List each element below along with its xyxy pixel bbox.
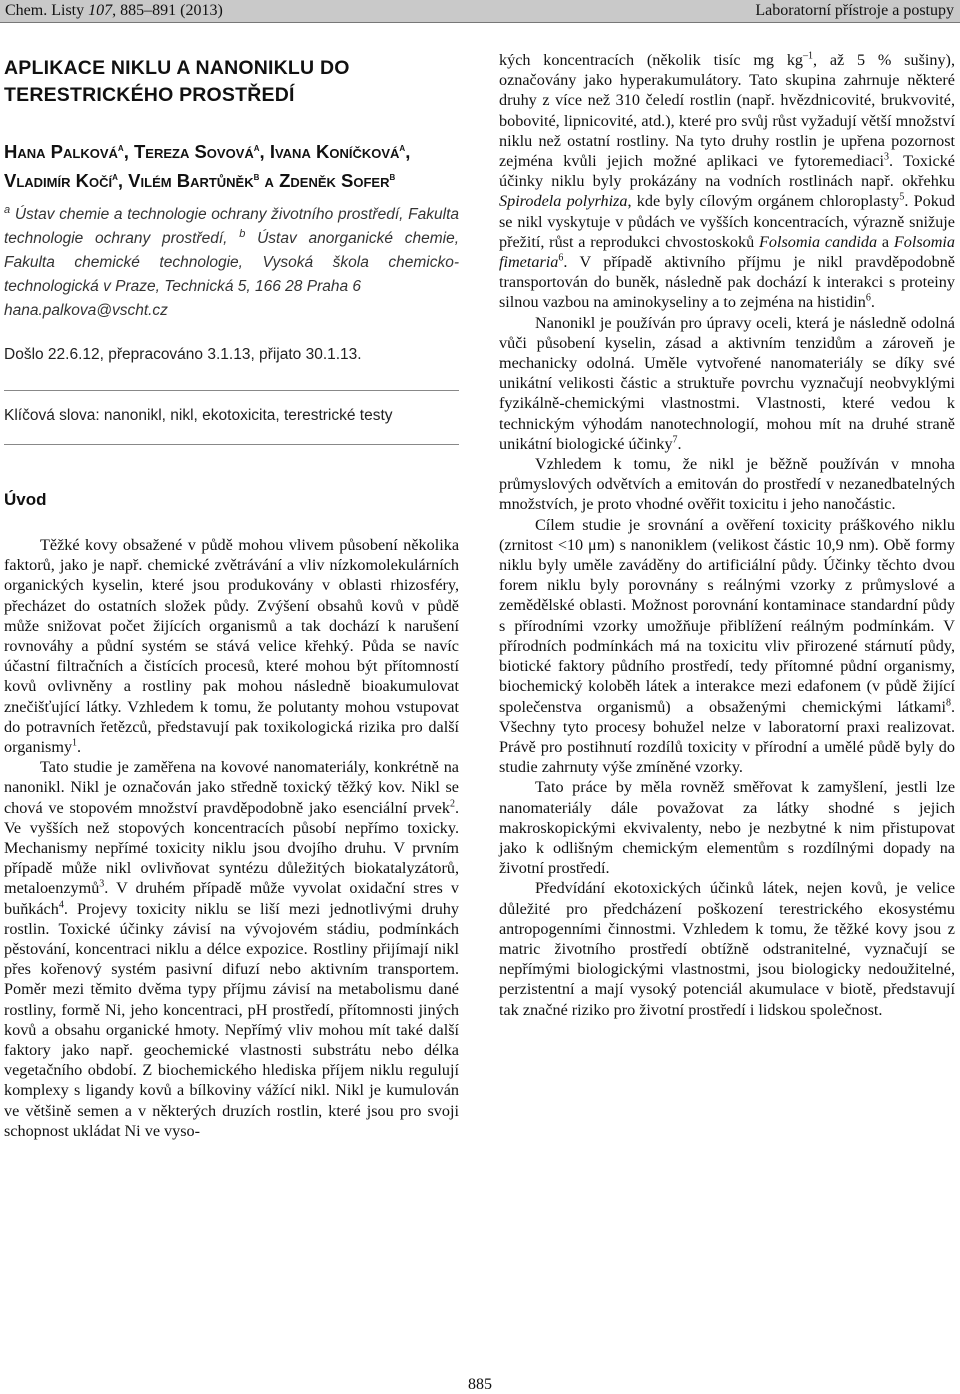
paragraph-text: a (877, 232, 894, 251)
paragraph-text: . Pokud se nikl vyskytuje v půdách ve vyšších koncentracích, výrazně snižuje přežití, růst a reprodukci chvostoskoků (499, 192, 955, 251)
paragraph-text: Cílem studie je srovnání a ověření toxicity práškového niklu (zrnitost <10 μm) s nanoniklem (velikost částic 10,9 nm). Obě formy niklu byly uměle zaváděny do artificiální půdy. Účinky těchto dvou forem niklu byly porovnány s reálnými vzorky z průmyslové a zemědělské oblasti. Možnost porovnání kontaminace standardní půdy s přírodními vzorky umožňuje přiblížení reálným podmínkám. V přírodních podmínkách má na toxicitu vliv přirozené stárnutí půdy, biotické faktory půdního prostředí, tedy přítomné půdní organismy, biochemický koloběh látek a interakce mezi edafonem (v půdě žijící společenstva organismů) a obsaženými chemickými látkami (499, 515, 955, 716)
author-name: Vladimír Kočí (4, 170, 113, 191)
separator: , (405, 141, 411, 162)
author-name: Vilém Bartůněk (128, 170, 254, 191)
body-paragraph (499, 50, 955, 313)
reference-mark: 6 (865, 293, 871, 305)
article-title: APLIKACE NIKLU A NANONIKLU DO TERESTRICKÉHO PROSTŘEDÍ (4, 57, 350, 106)
paragraph-text: Nanonikl je používán pro úpravy oceli, která je následně odolná vůči působení kyselin, zásad a aktivním tenzidům a zároveň je mechanicky odolná. Uměle vytvořené nanomateriály se díky své unikátní velikosti částic a struktuře povrchu vyznačují neobvyklými fyzikálně-chemickými vlastnostmi. Vlastnosti, které vedou k technickým výhodám nanotechnologií, mohou mít na druhé straně unikátní biologické účinky (499, 313, 955, 453)
body-paragraph: Předvídání ekotoxických účinků látek, nejen kovů, je velice důležité pro předcházení poškození terestrického ekosystému antropogenními činnostmi. Vzhledem k tomu, že těžké kovy jsou z matric životního prostředí obtížně odstranitelné, vyznačují se nepřímými biologickými vlastnostmi, jsou biologicky nedoužitelné, perzistentní a mají vysoký potenciál akumulace v biotě, představují tak značné riziko pro životní prostředí i lidskou společnost. (499, 879, 955, 1019)
journal-pages: , 885–891 (2013) (112, 2, 223, 19)
divider (4, 444, 459, 445)
separator: , (123, 141, 134, 162)
reference-mark: 6 (558, 252, 564, 264)
affiliation-mark: b (253, 170, 260, 183)
affiliation-mark: b (389, 170, 396, 183)
paragraph-text: . V případě aktivního příjmu je nikl pravděpodobně transportován do buněk, následně pak dochází k interakci s proteiny silnou vazbou na aminokyseliny a to zejména na histidin (499, 253, 955, 312)
received-dates: Došlo 22.6.12, přepracováno 3.1.13, přijato 30.1.13. (4, 346, 362, 363)
paragraph-text: . (870, 293, 875, 312)
right-column (499, 50, 955, 1020)
author-name: Ivana Koníčková (269, 141, 400, 162)
journal-name: Chem. Listy (5, 2, 89, 19)
affiliation (4, 203, 459, 299)
reference-mark: 1 (72, 737, 78, 749)
paragraph-text: . Všechny tyto procesy bohužel nelze v laboratorní praxi realizovat. Právě pro postihnutí rozdílů toxicity v přírodní a umělé půdě byly do studie zahrnuty výše zmíněné vzorky. (499, 697, 955, 777)
species-name: Spirodela polyrhiza (499, 192, 628, 211)
author-list (4, 137, 459, 195)
body-paragraph (4, 757, 459, 1141)
paragraph-text: , až 5 % sušiny), označovány jako hyperakumulátory. Tato skupina zahrnuje některé druhy z více než 310 čeledí rostlin (např. hvězdnicovité, brukvovité, bobovité, lipnicovité, atd.), které pro svůj růst vyžadují větší množství niklu než ostatní rostliny. Na tyto druhy rostlin je upřena pozornost zejména kvůli jejich možné aplikaci ve fytoremediaci (499, 51, 955, 171)
affiliation-mark: a (399, 141, 406, 154)
reference-mark: 3 (99, 879, 105, 891)
paragraph-text: . Projevy toxicity niklu se liší mezi jednotlivými druhy rostlin. Toxické účinky závisí na vývojovém stádiu, podmínkách pěstování, koncentraci niklu a délce expozice. Rostliny přijímají nikl přes kořenový systém pasivní difuzí nebo aktivním transportem. Poměr mezi těmito dvěma typy příjmu závisí na metabolismu dané rostliny, formě Ni, jeho koncentraci, pH prostředí, přítomnosti jiných kovů a obsahu organické hmoty. Nepřímý vliv mohou mít také další faktory jako např. geochemické vlastnosti substrátu nebo délka vegetačního období. Z biochemického hlediska příjem niklu regulují komplexy s ligandy kovů a bílkoviny vážící nikl. Nikl je kumulován ve většině semen a v některých druzích rostlin, které jsou pro svoji schopnost ukládat Ni ve vyso- (4, 899, 459, 1140)
affiliation-mark: a (4, 203, 11, 216)
affiliation-mark: a (112, 170, 118, 183)
section-heading: Úvod (4, 490, 47, 509)
reference-mark: 3 (883, 151, 889, 163)
left-column (4, 50, 459, 1141)
page-number: 885 (468, 1376, 492, 1393)
separator: a (259, 170, 280, 191)
journal-section: Laboratorní přístroje a postupy (755, 2, 954, 19)
reference-mark: 2 (449, 798, 455, 810)
paragraph-text: . V druhém případě může vyvolat oxidační stres v buňkách (4, 879, 459, 918)
unit-exponent: –1 (803, 50, 814, 62)
author-name: Tereza Sovová (133, 141, 254, 162)
affiliation-mark: a (117, 141, 124, 154)
paragraph-text: Tato studie je zaměřena na kovové nanomateriály, konkrétně na nanonikl. Nikl je označován jako středně toxický těžký kov. Nikl se chová ve stopovém množství pravděpodobně jako esenciální prvek (4, 758, 459, 817)
species-name: Folsomia candida (758, 232, 878, 251)
author-name: Hana Palková (4, 141, 118, 162)
paragraph-text: kých koncentracích (několik tisíc mg kg (499, 51, 804, 69)
body-paragraph: Vzhledem k tomu, že nikl je běžně používán v mnoha průmyslových odvětvích a emitován do prostředí v nezanedbatelných množstvích, je proto vhodné ověřit toxicitu i jeho nanočástic. (499, 455, 955, 514)
reference-mark: 8 (945, 697, 951, 709)
divider (4, 390, 459, 391)
body-paragraph: Těžké kovy obsažené v půdě mohou vlivem působení několika faktorů, jako je např. chemické zvětrávání a vliv nízkomolekulárních organických kyselin, které jsou produkovány v oblasti rhizosféry, přecházet do ostatních složek půdy. Zvýšení obsahů kovů v půdě může snižovat počet žijících organismů a tak dochází k narušení rovnováhy a půdní systém se stává velice křehký. Půda se navíc účastní filtračních a čistících procesů, které mohou být přítomností kovů ovlivněny a rostliny pak mohou následně bioakumulovat znečišťující látky. Vzhledem k tomu, že polutanty mohou vstupovat do potravních řetězců, představují pak toxikologická rizika pro další organismy$^1$. (4, 536, 459, 757)
reference-mark: 5 (899, 192, 905, 204)
paragraph-text: , kde byly cílovým orgánem chloroplasty (627, 192, 900, 211)
body-paragraph: Tato práce by měla rovněž směřovat k zamyšlení, jestli lze nanomateriály dále považovat za látky shodné s jejich makroskopickými ekvivalenty, nebo je nezbytné k nim přistupovat jako k odlišným chemickým elementům s rozdílnými dopady na životní prostředí. (499, 778, 955, 878)
separator: , (117, 170, 129, 191)
affiliation-text: Ústav chemie a technologie ochrany životního prostředí, Fakulta technologie ochrany prostředí, (4, 206, 459, 247)
separator: , (259, 141, 270, 162)
reference-mark: 7 (672, 434, 678, 446)
paragraph-text: . Ve vyšších než stopových koncentracích působí nepřímo toxicky. Mechanismy nepřímé toxicity niklu jsou dvojího druhu. V prvním případě může nikl ovlivňovat syntézu důležitých biokatalyzátorů, metaloenzymů (4, 798, 459, 898)
body-paragraph (499, 515, 955, 778)
author-name: Zdeněk Sofer (279, 170, 390, 191)
body-paragraph (499, 313, 955, 454)
keywords: Klíčová slova: nanonikl, nikl, ekotoxicita, terestrické testy (4, 407, 393, 424)
journal-volume: 107 (88, 2, 113, 19)
species-name: Folsomia fimetaria (499, 232, 956, 272)
reference-mark: 4 (58, 899, 64, 911)
contact-email[interactable]: hana.palkova@vscht.cz (4, 302, 168, 319)
affiliation-text: Ústav anorganické chemie, Fakulta chemické technologie, Vysoká škola chemicko-technologická v Praze, Technická 5, 166 28 Praha 6 (4, 230, 459, 295)
paragraph-text: . Toxické účinky niklu byly prokázány na vodních rostlinách např. okřehku (499, 152, 955, 191)
paragraph-text: Těžké kovy obsažené v půdě mohou vlivem působení několika faktorů, jako je např. chemické zvětrávání a vliv nízkomolekulárních organických kyselin, které jsou produkovány v oblasti rhizosféry, přecházet do ostatních složek půdy. Zvýšení obsahů kovů v půdě může snižovat počet žijících organismů a tak dochází k narušení rovnováhy a půdní systém se stává velice křehký. Půda se navíc účastní filtračních a čistících procesů, které mohou být přítomností kovů ovlivněny a rostliny pak mohou následně bioakumulovat znečišťující látky. Vzhledem k tomu, že polutanty mohou vstupovat do potravních řetězců, představují pak toxikologická rizika pro další organismy (4, 536, 459, 757)
running-header (0, 0, 960, 23)
affiliation-mark: b (239, 227, 246, 240)
journal-citation (5, 0, 223, 22)
paragraph-text: . (677, 434, 682, 453)
affiliation-mark: a (253, 141, 260, 154)
